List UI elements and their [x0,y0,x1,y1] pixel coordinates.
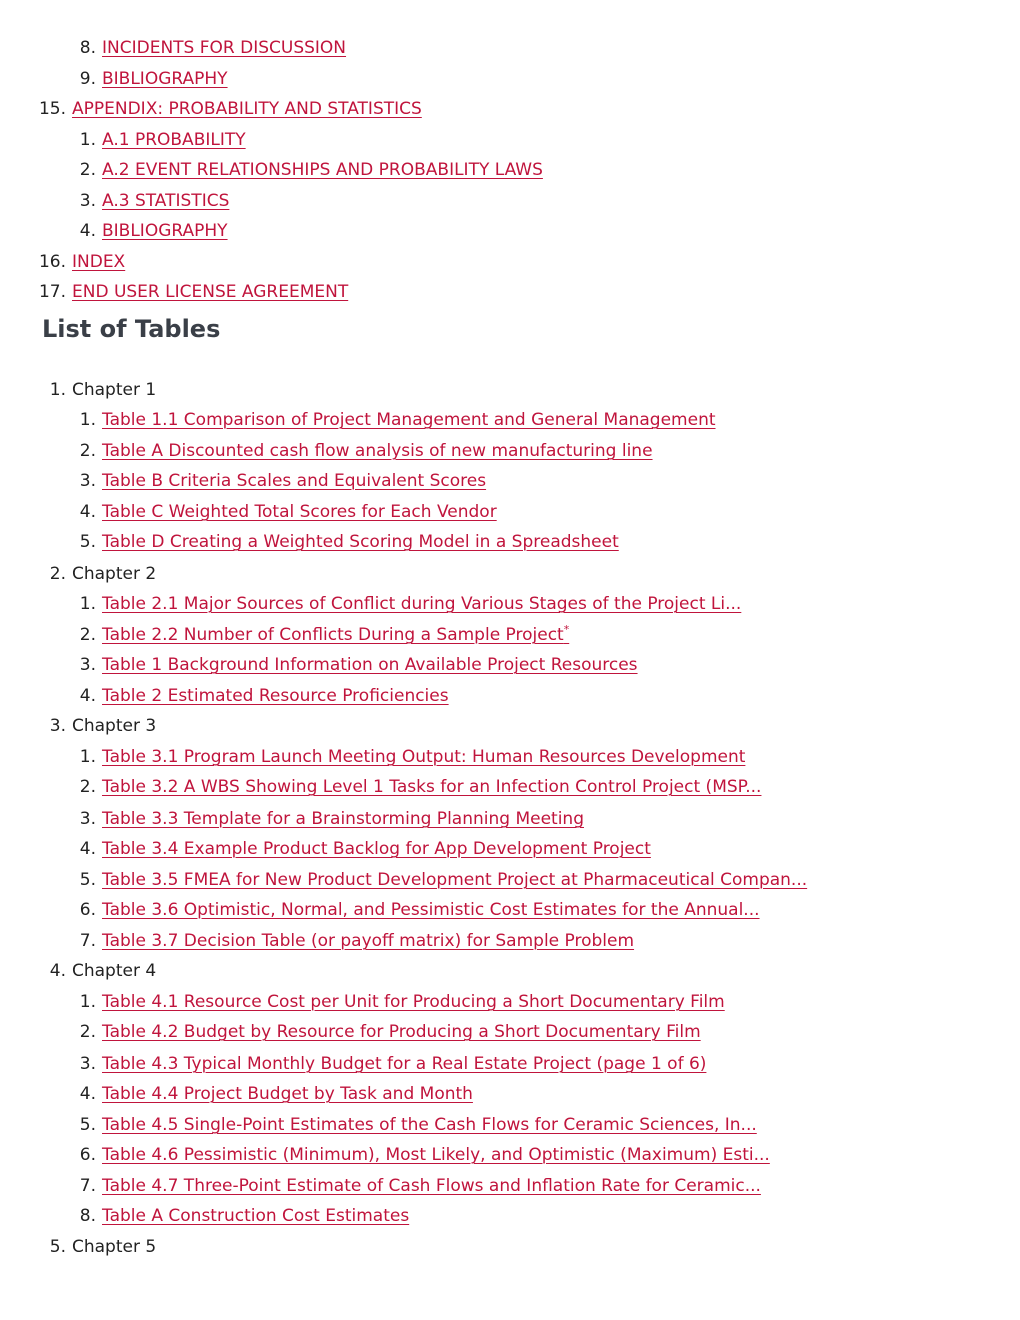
chapter-number: 3. [49,716,66,736]
list-of-tables-heading: List of Tables [42,315,221,343]
chapter-label: Chapter 4 [72,961,157,981]
table-item-number: 3. [79,809,96,829]
toc-link-bibliography[interactable]: BIBLIOGRAPHY [102,221,228,241]
table-link[interactable]: Table 4.4 Project Budget by Task and Month [102,1084,473,1104]
table-item-number: 8. [79,1206,96,1226]
table-link[interactable]: Table 3.6 Optimistic, Normal, and Pessimistic Cost Estimates for the Annual... [102,900,760,920]
chapter-label: Chapter 1 [72,380,157,400]
toc-link-a1-probability[interactable]: A.1 PROBABILITY [102,130,246,150]
table-link[interactable]: Table C Weighted Total Scores for Each Vendor [102,502,497,522]
table-link[interactable] [102,623,569,647]
table-item-number: 5. [79,870,96,890]
table-link[interactable]: Table 3.3 Template for a Brainstorming Planning Meeting [102,809,584,829]
table-item-number: 1. [79,410,96,430]
toc-link-appendix[interactable]: APPENDIX: PROBABILITY AND STATISTICS [72,99,422,119]
table-link[interactable]: Table 4.7 Three-Point Estimate of Cash Flows and Inflation Rate for Ceramic... [102,1176,761,1196]
toc-link-index[interactable]: INDEX [72,252,126,272]
toc-link-bibliography[interactable]: BIBLIOGRAPHY [102,69,228,89]
table-item-number: 1. [79,747,96,767]
toc-item-number: 17. [38,282,66,302]
table-item-number: 1. [79,992,96,1012]
table-link[interactable]: Table A Discounted cash flow analysis of new manufacturing line [102,441,653,461]
table-link[interactable]: Table 4.3 Typical Monthly Budget for a Real Estate Project (page 1 of 6) [102,1054,707,1074]
table-link[interactable]: Table 1 Background Information on Available Project Resources [102,655,638,675]
table-item-number: 4. [79,502,96,522]
table-link[interactable]: Table 3.5 FMEA for New Product Development Project at Pharmaceutical Compan... [102,870,808,890]
table-link[interactable]: Table A Construction Cost Estimates [102,1206,410,1226]
table-link[interactable]: Table 3.4 Example Product Backlog for App Development Project [102,839,651,859]
table-item-number: 1. [79,594,96,614]
table-link[interactable]: Table 4.5 Single-Point Estimates of the Cash Flows for Ceramic Sciences, In... [102,1115,757,1135]
toc-item-number: 3. [79,191,96,211]
table-link[interactable]: Table B Criteria Scales and Equivalent Scores [102,471,487,491]
toc-item-number: 8. [79,38,96,58]
chapter-label: Chapter 3 [72,716,157,736]
table-link[interactable]: Table 4.6 Pessimistic (Minimum), Most Likely, and Optimistic (Maximum) Esti... [102,1145,770,1165]
table-item-number: 3. [79,1054,96,1074]
chapter-number: 2. [49,564,66,584]
table-item-number: 7. [79,1176,96,1196]
table-link[interactable]: Table 2.1 Major Sources of Conflict during Various Stages of the Project Li... [102,594,742,614]
table-link[interactable]: Table 3.2 A WBS Showing Level 1 Tasks for an Infection Control Project (MSP... [102,777,762,797]
toc-link-eula[interactable]: END USER LICENSE AGREEMENT [72,282,349,302]
table-link[interactable]: Table 1.1 Comparison of Project Management and General Management [102,410,716,430]
table-item-number: 3. [79,655,96,675]
chapter-number: 4. [49,961,66,981]
chapter-label: Chapter 5 [72,1237,157,1257]
table-item-number: 2. [79,441,96,461]
toc-link-incidents-for-discussion[interactable]: INCIDENTS FOR DISCUSSION [102,38,347,58]
table-item-number: 4. [79,839,96,859]
table-item-number: 2. [79,777,96,797]
chapter-label: Chapter 2 [72,564,157,584]
table-link[interactable]: Table D Creating a Weighted Scoring Model in a Spreadsheet [102,532,619,552]
table-item-number: 6. [79,900,96,920]
table-link[interactable]: Table 4.1 Resource Cost per Unit for Producing a Short Documentary Film [102,992,725,1012]
table-link-label: Table 2.2 Number of Conflicts During a Sample Project [102,625,564,645]
table-item-number: 2. [79,1022,96,1042]
table-link[interactable]: Table 4.2 Budget by Resource for Producing a Short Documentary Film [102,1022,701,1042]
chapter-number: 1. [49,380,66,400]
table-item-number: 2. [79,625,96,645]
table-link[interactable]: Table 2 Estimated Resource Proficiencies [102,686,449,706]
toc-item-number: 1. [79,130,96,150]
toc-item-number: 2. [79,160,96,180]
table-item-number: 4. [79,686,96,706]
table-item-number: 4. [79,1084,96,1104]
table-link[interactable]: Table 3.1 Program Launch Meeting Output: Human Resources Development [102,747,746,767]
chapter-number: 5. [49,1237,66,1257]
toc-link-a2-event-relationships[interactable]: A.2 EVENT RELATIONSHIPS AND PROBABILITY LAWS [102,160,543,180]
table-item-number: 6. [79,1145,96,1165]
table-item-number: 5. [79,1115,96,1135]
toc-item-number: 9. [79,69,96,89]
table-link[interactable]: Table 3.7 Decision Table (or payoff matrix) for Sample Problem [102,931,635,951]
toc-item-number: 4. [79,221,96,241]
toc-item-number: 16. [38,252,66,272]
toc-item-number: 15. [38,99,66,119]
table-item-number: 3. [79,471,96,491]
toc-link-a3-statistics[interactable]: A.3 STATISTICS [102,191,230,211]
table-item-number: 7. [79,931,96,951]
footnote-marker: * [563,623,570,636]
table-item-number: 5. [79,532,96,552]
